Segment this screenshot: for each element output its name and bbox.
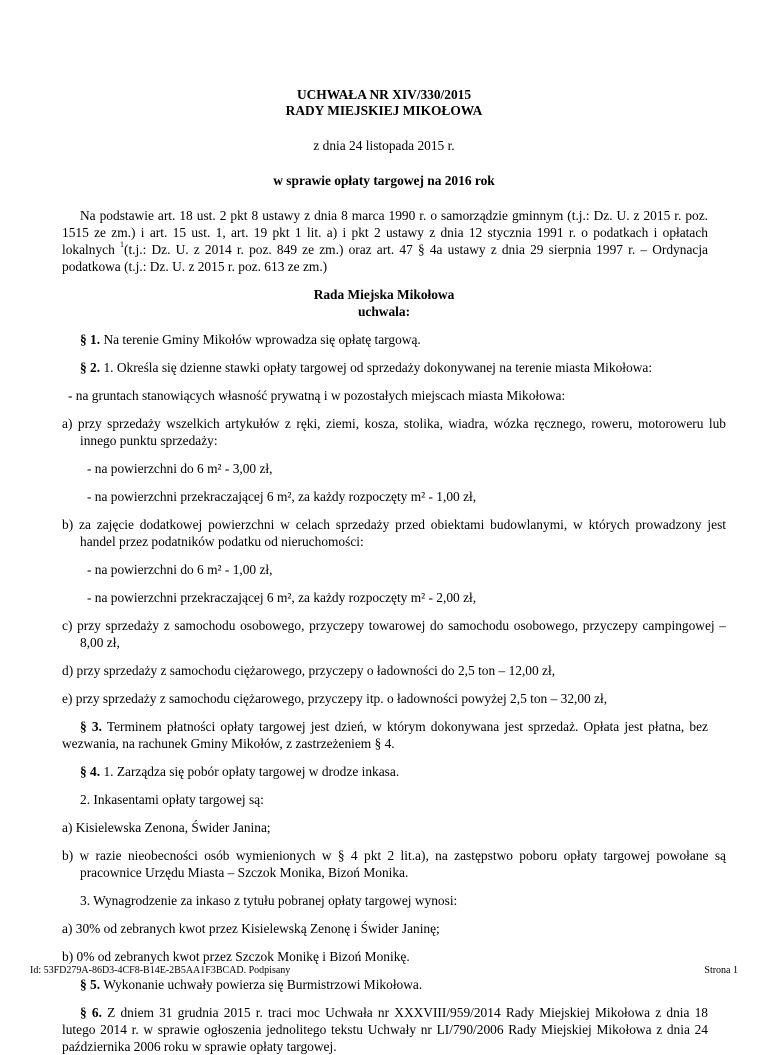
section-2-text: 1. Określa się dzienne stawki opłaty targowej od sprzedaży dokonywanej na terenie miasta Mikołowa:	[100, 360, 653, 375]
section-1-text: Na terenie Gminy Mikołów wprowadza się opłatę targową.	[100, 332, 421, 347]
section-4	[62, 763, 708, 780]
council-heading: Rada Miejska Mikołowa	[313, 287, 455, 302]
section-3-text: Terminem płatności opłaty targowej jest dzień, w którym dokonywana jest sprzedaż. Opłata jest płatna, bez wezwania, na rachunek Gminy Mikołów, z zastrzeżeniem § 4.	[62, 719, 708, 751]
resolution-date: z dnia 24 listopada 2015 r.	[313, 138, 455, 153]
section-2-item-e: e) przy sprzedaży z samochodu ciężarowego, przyczepy itp. o ładowności powyżej 2,5 ton – 32,00 zł,	[62, 691, 608, 706]
section-1-label: § 1.	[80, 332, 101, 347]
section-5-label: § 5.	[80, 977, 101, 992]
section-5-text: Wykonanie uchwały powierza się Burmistrzowi Mikołowa.	[100, 977, 423, 992]
section-6	[62, 1004, 708, 1055]
section-4-point-2b: b) w razie nieobecności osób wymienionych w § 4 pkt 2 lit.a), na zastępstwo poboru opłaty targowej powołane są pracownice Urzędu Miasta – Szczok Monika, Bizoń Monika.	[62, 848, 726, 880]
section-2-label: § 2.	[80, 360, 101, 375]
section-2	[62, 359, 708, 376]
footnote-marker: 1	[119, 240, 124, 249]
section-2-item-d: d) przy sprzedaży z samochodu ciężarowego, przyczepy o ładowności do 2,5 ton – 12,00 zł,	[62, 663, 556, 678]
section-4-point-3a: a) 30% od zebranych kwot przez Kisielewską Zenonę i Świder Janinę;	[62, 921, 440, 936]
resolution-title: UCHWAŁA NR XIV/330/2015	[296, 87, 472, 102]
section-2-item-a: a) przy sprzedaży wszelkich artykułów z ręki, ziemi, kosza, stolika, wiadra, wózka ręcznego, roweru, motoroweru lub innego punktu sprzedaży:	[62, 416, 726, 448]
preamble-part2: (t.j.: Dz. U. z 2014 r. poz. 849 ze zm.) oraz art. 47 § 4a ustawy z dnia 29 sierpnia 1997 r. – Ordynacja podatkowa (t.j.: Dz. U. z 2015 r. poz. 613 ze zm.)	[62, 242, 708, 274]
section-1	[62, 331, 708, 348]
section-6-text: Z dniem 31 grudnia 2015 r. traci moc Uchwała nr XXXVIII/959/2014 Rady Miejskiej Mikołowa z dnia 18 lutego 2014 r. w sprawie ogłoszenia jednolitego tekstu Uchwały nr LI/790/2006 Rady Miejskiej Mikołowa z dnia 24 października 2006 roku w sprawie opłaty targowej.	[62, 1005, 708, 1054]
council-name-title: RADY MIEJSKIEJ MIKOŁOWA	[285, 103, 483, 118]
section-2-item-a1: - na powierzchni do 6 m² - 3,00 zł,	[87, 461, 273, 476]
preamble-paragraph	[62, 207, 708, 275]
document-id-footer: Id: 53FD279A-86D3-4CF8-B14E-2B5AA1F3BCAD. Podpisany	[30, 965, 291, 976]
section-4-point-3b: b) 0% od zebranych kwot przez Szczok Monikę i Bizoń Monikę.	[62, 949, 410, 964]
section-2-item-b: b) za zajęcie dodatkowej powierzchni w celach sprzedaży przed obiektami budowlanymi, w których prowadzony jest handel przez podatników podatku od nieruchomości:	[62, 517, 726, 549]
resolves-heading: uchwala:	[357, 304, 411, 319]
section-4-label: § 4.	[80, 764, 101, 779]
section-5	[62, 976, 708, 993]
section-4-text: 1. Zarządza się pobór opłaty targowej w drodze inkasa.	[100, 764, 400, 779]
section-2-intro: - na gruntach stanowiących własność prywatną i w pozostałych miejscach miasta Mikołowa:	[68, 388, 566, 403]
section-4-point-2: 2. Inkasentami opłaty targowej są:	[80, 792, 264, 807]
resolution-subject: w sprawie opłaty targowej na 2016 rok	[273, 173, 495, 188]
page-number: Strona 1	[704, 965, 738, 976]
section-2-item-b1: - na powierzchni do 6 m² - 1,00 zł,	[87, 562, 273, 577]
section-4-point-2a: a) Kisielewska Zenona, Świder Janina;	[62, 820, 271, 835]
section-2-item-c: c) przy sprzedaży z samochodu osobowego, przyczepy towarowej do samochodu osobowego, przyczepy campingowej – 8,00 zł,	[62, 618, 726, 650]
section-6-label: § 6.	[80, 1005, 102, 1020]
section-3-label: § 3.	[80, 719, 102, 734]
section-2-item-a2: - na powierzchni przekraczającej 6 m², za każdy rozpoczęty m² - 1,00 zł,	[87, 489, 477, 504]
preamble-part1: Na podstawie art. 18 ust. 2 pkt 8 ustawy z dnia 8 marca 1990 r. o samorządzie gminnym (t.j.: Dz. U. z 2015 r. poz. 1515 ze zm.) i art. 15 ust. 1, art. 19 pkt 1 lit. a) i pkt 2 ustawy z dnia 12 stycznia 1991 r. o podatkach i opłatach lokalnych	[62, 208, 708, 257]
section-2-item-b2: - na powierzchni przekraczającej 6 m², za każdy rozpoczęty m² - 2,00 zł,	[87, 590, 477, 605]
section-4-point-3: 3. Wynagrodzenie za inkaso z tytułu pobranej opłaty targowej wynosi:	[80, 893, 458, 908]
section-3	[62, 718, 708, 752]
